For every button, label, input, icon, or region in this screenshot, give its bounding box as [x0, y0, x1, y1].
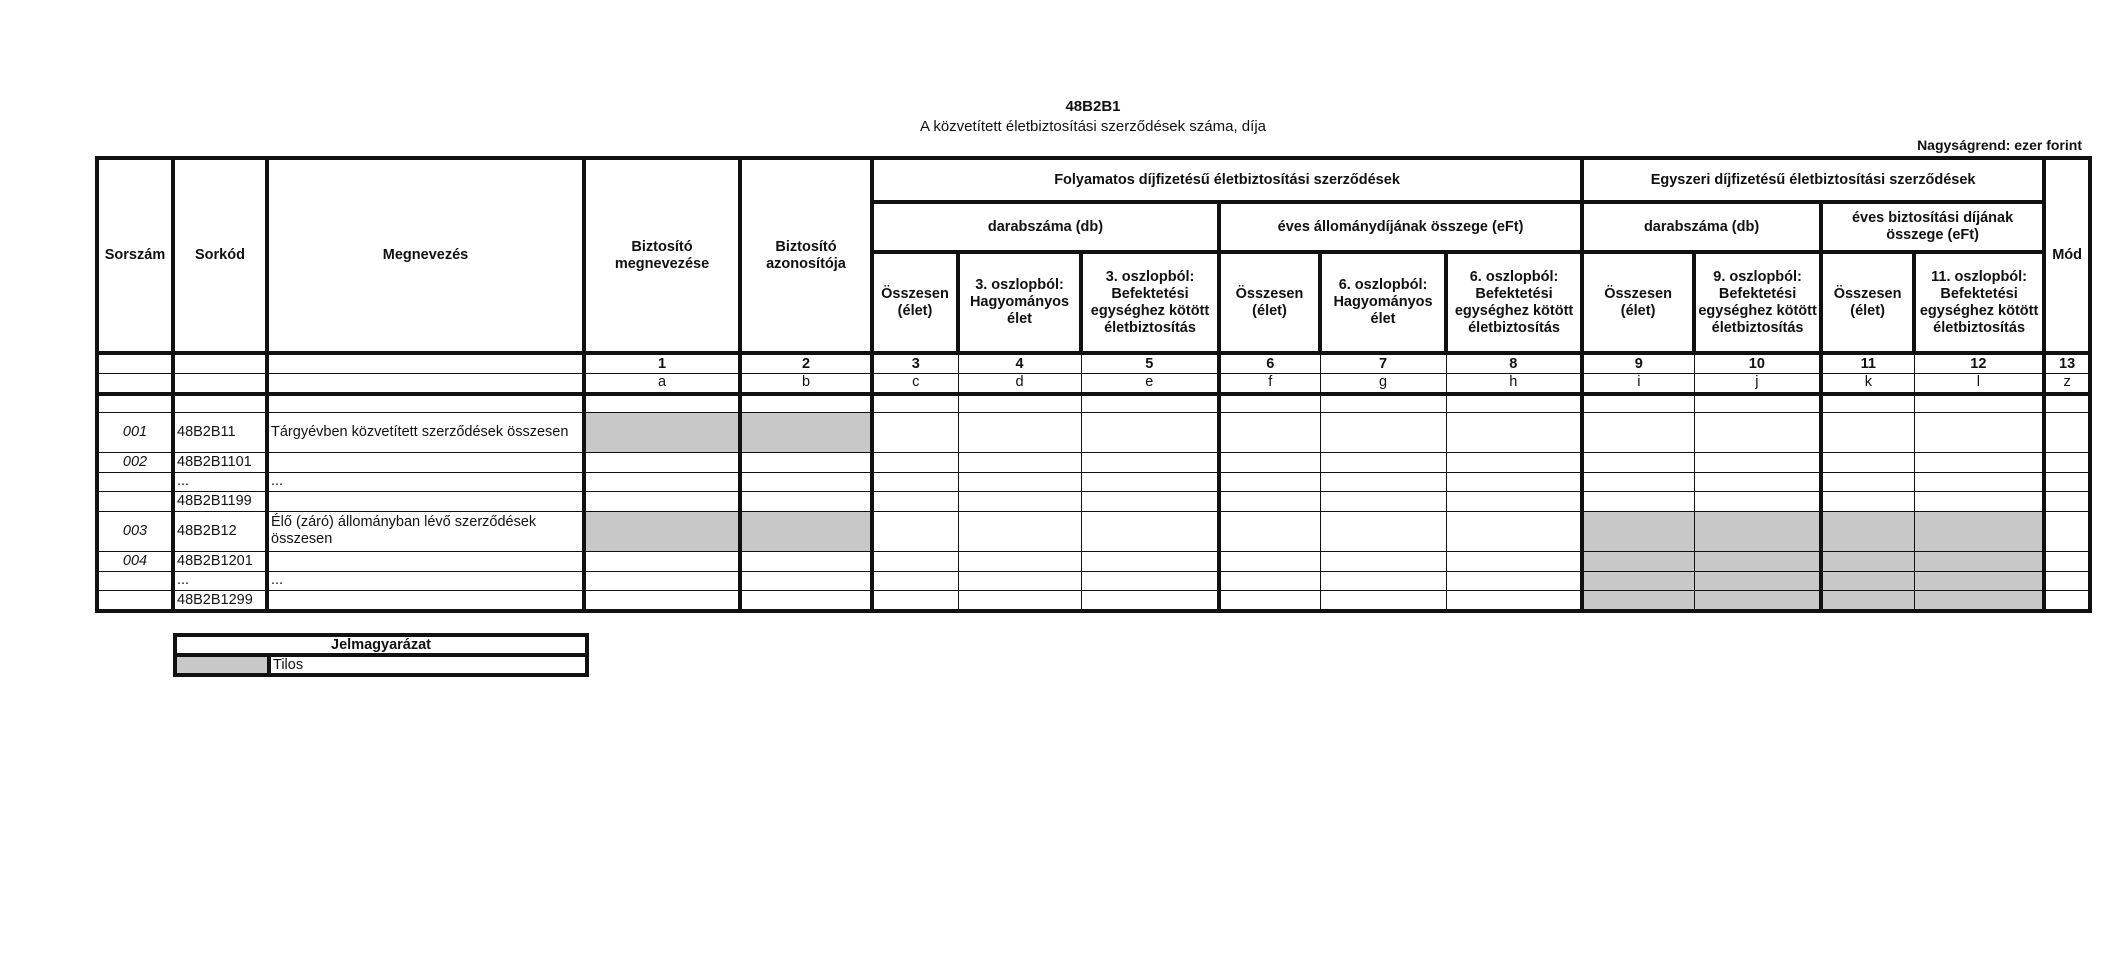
data-cell[interactable] — [1582, 472, 1694, 492]
column-number: 10 — [1694, 353, 1821, 373]
spacer-cell — [1320, 394, 1446, 413]
column-letter: j — [1694, 373, 1821, 393]
legend-item-label: Tilos — [269, 655, 587, 675]
header-sorkod: Sorkód — [173, 158, 267, 353]
data-cell[interactable] — [584, 472, 740, 492]
forbidden-cell — [1821, 552, 1914, 572]
header-col-12: 11. oszlopból: Befektetési egységhez kötött életbiztosítás — [1914, 252, 2044, 353]
forbidden-cell — [740, 511, 872, 551]
data-cell[interactable] — [1582, 492, 1694, 512]
data-cell[interactable] — [1320, 571, 1446, 591]
data-cell[interactable] — [872, 492, 958, 512]
row-sorkod: 48B2B1101 — [173, 452, 267, 472]
forbidden-cell — [584, 511, 740, 551]
data-cell[interactable] — [584, 492, 740, 512]
row-sorszam: 002 — [97, 452, 173, 472]
data-cell[interactable] — [740, 472, 872, 492]
data-cell[interactable] — [1219, 412, 1320, 452]
column-letter: k — [1821, 373, 1914, 393]
column-number: 11 — [1821, 353, 1914, 373]
data-cell[interactable] — [2044, 472, 2090, 492]
header-eves-allomanydij: éves állománydíjának összege (eFt) — [1219, 202, 1582, 252]
column-number: 9 — [1582, 353, 1694, 373]
row-megnevezes: Élő (záró) állományban lévő szerződések összesen — [267, 511, 584, 551]
data-cell[interactable] — [2044, 452, 2090, 472]
row-sorszam: 001 — [97, 412, 173, 452]
header-darabszama-folyamatos: darabszáma (db) — [872, 202, 1219, 252]
data-cell[interactable] — [1081, 552, 1219, 572]
data-cell[interactable] — [740, 492, 872, 512]
forbidden-cell — [1914, 511, 2044, 551]
data-cell[interactable] — [1219, 591, 1320, 611]
column-letter: b — [740, 373, 872, 393]
data-cell[interactable] — [1219, 511, 1320, 551]
spacer-cell — [958, 394, 1081, 413]
header-col-3: Összesen (élet) — [872, 252, 958, 353]
data-cell[interactable] — [2044, 412, 2090, 452]
data-cell[interactable] — [1320, 552, 1446, 572]
row-megnevezes — [267, 492, 584, 512]
data-cell[interactable] — [1081, 452, 1219, 472]
spacer-cell — [584, 394, 740, 413]
data-cell[interactable] — [2044, 571, 2090, 591]
forbidden-cell — [1821, 511, 1914, 551]
header-biztosito-azonositoja: Biztosító azonosítója — [740, 158, 872, 353]
column-letter: f — [1219, 373, 1320, 393]
header-sorszam: Sorszám — [97, 158, 173, 353]
unit-note: Nagyságrend: ezer forint — [1917, 137, 2082, 153]
spacer-cell — [1219, 394, 1320, 413]
data-cell[interactable] — [1821, 452, 1914, 472]
forbidden-cell — [584, 412, 740, 452]
column-number: 7 — [1320, 353, 1446, 373]
header-group-egyszeri: Egyszeri díjfizetésű életbiztosítási szerződések — [1582, 158, 2044, 202]
data-cell[interactable] — [1914, 492, 2044, 512]
data-cell[interactable] — [1081, 591, 1219, 611]
forbidden-cell — [1821, 571, 1914, 591]
column-number: 13 — [2044, 353, 2090, 373]
legend-title: Jelmagyarázat — [175, 635, 587, 655]
letter-cell-blank — [173, 373, 267, 393]
data-cell[interactable] — [1446, 552, 1582, 572]
number-cell-blank — [97, 353, 173, 373]
column-number: 12 — [1914, 353, 2044, 373]
data-cell[interactable] — [740, 591, 872, 611]
column-number: 1 — [584, 353, 740, 373]
header-col-6: Összesen (élet) — [1219, 252, 1320, 353]
row-megnevezes: ... — [267, 472, 584, 492]
row-sorkod: ... — [173, 571, 267, 591]
data-cell[interactable] — [1081, 412, 1219, 452]
forbidden-cell — [1694, 552, 1821, 572]
main-table — [95, 156, 2092, 613]
row-megnevezes: ... — [267, 571, 584, 591]
column-letter: l — [1914, 373, 2044, 393]
data-cell[interactable] — [1219, 552, 1320, 572]
forbidden-cell — [1582, 571, 1694, 591]
data-cell[interactable] — [1219, 452, 1320, 472]
header-biztosito-megnevezese: Biztosító megnevezése — [584, 158, 740, 353]
data-cell[interactable] — [1446, 591, 1582, 611]
data-cell[interactable] — [872, 452, 958, 472]
data-cell[interactable] — [958, 571, 1081, 591]
row-sorszam: 003 — [97, 511, 173, 551]
row-sorszam — [97, 492, 173, 512]
spacer-cell — [1582, 394, 1694, 413]
data-cell[interactable] — [958, 492, 1081, 512]
header-mod: Mód — [2044, 158, 2090, 353]
data-cell[interactable] — [1914, 412, 2044, 452]
spacer-cell — [1914, 394, 2044, 413]
legend-swatch — [175, 655, 269, 675]
header-col-4: 3. oszlopból: Hagyományos élet — [958, 252, 1081, 353]
forbidden-cell — [1914, 591, 2044, 611]
data-cell[interactable] — [958, 591, 1081, 611]
data-cell[interactable] — [1446, 571, 1582, 591]
data-cell[interactable] — [584, 452, 740, 472]
row-megnevezes — [267, 591, 584, 611]
column-letter: e — [1081, 373, 1219, 393]
letter-cell-blank — [97, 373, 173, 393]
column-number: 5 — [1081, 353, 1219, 373]
data-cell[interactable] — [584, 571, 740, 591]
row-sorkod: 48B2B1201 — [173, 552, 267, 572]
header-col-10: 9. oszlopból: Befektetési egységhez kötött életbiztosítás — [1694, 252, 1821, 353]
data-cell[interactable] — [1694, 452, 1821, 472]
data-cell[interactable] — [872, 552, 958, 572]
row-sorkod: 48B2B11 — [173, 412, 267, 452]
column-number: 6 — [1219, 353, 1320, 373]
row-sorkod: 48B2B1199 — [173, 492, 267, 512]
row-megnevezes: Tárgyévben közvetített szerződések összesen — [267, 412, 584, 452]
legend-table — [173, 633, 589, 677]
data-cell[interactable] — [2044, 591, 2090, 611]
forbidden-cell — [1694, 591, 1821, 611]
data-cell[interactable] — [1694, 412, 1821, 452]
row-sorszam — [97, 571, 173, 591]
column-number: 4 — [958, 353, 1081, 373]
data-cell[interactable] — [958, 472, 1081, 492]
data-cell[interactable] — [1320, 452, 1446, 472]
spacer-cell — [740, 394, 872, 413]
data-cell[interactable] — [1694, 492, 1821, 512]
data-cell[interactable] — [2044, 492, 2090, 512]
data-cell[interactable] — [1914, 452, 2044, 472]
header-col-7: 6. oszlopból: Hagyományos élet — [1320, 252, 1446, 353]
data-cell[interactable] — [1446, 511, 1582, 551]
spacer-cell — [1081, 394, 1219, 413]
column-number: 3 — [872, 353, 958, 373]
data-cell[interactable] — [1446, 492, 1582, 512]
data-cell[interactable] — [1694, 472, 1821, 492]
row-sorkod: 48B2B1299 — [173, 591, 267, 611]
column-letter: i — [1582, 373, 1694, 393]
data-cell[interactable] — [1821, 472, 1914, 492]
column-number: 8 — [1446, 353, 1582, 373]
data-cell[interactable] — [1081, 492, 1219, 512]
number-cell-blank — [173, 353, 267, 373]
data-cell[interactable] — [1219, 571, 1320, 591]
data-cell[interactable] — [740, 571, 872, 591]
header-megnevezes: Megnevezés — [267, 158, 584, 353]
letter-cell-blank — [267, 373, 584, 393]
row-sorkod: ... — [173, 472, 267, 492]
data-cell[interactable] — [958, 552, 1081, 572]
data-cell[interactable] — [1821, 492, 1914, 512]
row-sorkod: 48B2B12 — [173, 511, 267, 551]
data-cell[interactable] — [1914, 472, 2044, 492]
row-sorszam: 004 — [97, 552, 173, 572]
form-code: 48B2B1 — [1065, 98, 1121, 115]
forbidden-cell — [740, 412, 872, 452]
forbidden-cell — [1694, 511, 1821, 551]
forbidden-cell — [1694, 571, 1821, 591]
data-cell[interactable] — [1446, 472, 1582, 492]
data-cell[interactable] — [958, 511, 1081, 551]
data-cell[interactable] — [1081, 571, 1219, 591]
data-cell[interactable] — [2044, 511, 2090, 551]
spacer-cell — [173, 394, 267, 413]
row-sorszam — [97, 472, 173, 492]
data-cell[interactable] — [1446, 452, 1582, 472]
spacer-cell — [872, 394, 958, 413]
data-cell[interactable] — [1320, 412, 1446, 452]
column-letter: d — [958, 373, 1081, 393]
number-cell-blank — [267, 353, 584, 373]
data-cell[interactable] — [1582, 452, 1694, 472]
form-title: A közvetített életbiztosítási szerződések száma, díja — [920, 118, 1266, 135]
data-cell[interactable] — [1320, 511, 1446, 551]
forbidden-cell — [1914, 552, 2044, 572]
data-cell[interactable] — [872, 511, 958, 551]
spacer-cell — [1694, 394, 1821, 413]
spacer-cell — [1821, 394, 1914, 413]
data-cell[interactable] — [1219, 472, 1320, 492]
data-cell[interactable] — [1446, 412, 1582, 452]
data-cell[interactable] — [958, 412, 1081, 452]
spacer-cell — [1446, 394, 1582, 413]
data-cell[interactable] — [1582, 412, 1694, 452]
forbidden-cell — [1821, 591, 1914, 611]
row-megnevezes — [267, 552, 584, 572]
data-cell[interactable] — [958, 452, 1081, 472]
header-eves-biztositasi-dij: éves biztosítási díjának összege (eFt) — [1821, 202, 2044, 252]
header-group-folyamatos: Folyamatos díjfizetésű életbiztosítási szerződések — [872, 158, 1582, 202]
data-cell[interactable] — [1320, 591, 1446, 611]
data-cell[interactable] — [1320, 472, 1446, 492]
column-letter: c — [872, 373, 958, 393]
column-number: 2 — [740, 353, 872, 373]
forbidden-cell — [1582, 591, 1694, 611]
column-letter: g — [1320, 373, 1446, 393]
header-darabszama-egyszeri: darabszáma (db) — [1582, 202, 1821, 252]
data-cell[interactable] — [1081, 472, 1219, 492]
data-cell[interactable] — [1219, 492, 1320, 512]
data-cell[interactable] — [584, 591, 740, 611]
data-cell[interactable] — [2044, 552, 2090, 572]
forbidden-cell — [1582, 552, 1694, 572]
forbidden-cell — [1582, 511, 1694, 551]
data-cell[interactable] — [1821, 412, 1914, 452]
row-megnevezes — [267, 452, 584, 472]
data-cell[interactable] — [1320, 492, 1446, 512]
data-cell[interactable] — [872, 571, 958, 591]
header-col-9: Összesen (élet) — [1582, 252, 1694, 353]
header-col-8: 6. oszlopból: Befektetési egységhez kötött életbiztosítás — [1446, 252, 1582, 353]
spacer-cell — [267, 394, 584, 413]
spacer-cell — [97, 394, 173, 413]
column-letter: a — [584, 373, 740, 393]
header-col-11: Összesen (élet) — [1821, 252, 1914, 353]
forbidden-cell — [1914, 571, 2044, 591]
data-cell[interactable] — [740, 552, 872, 572]
data-cell[interactable] — [740, 452, 872, 472]
row-sorszam — [97, 591, 173, 611]
data-cell[interactable] — [584, 552, 740, 572]
spacer-cell — [2044, 394, 2090, 413]
header-col-5: 3. oszlopból: Befektetési egységhez kötött életbiztosítás — [1081, 252, 1219, 353]
column-letter: h — [1446, 373, 1582, 393]
data-cell[interactable] — [872, 412, 958, 452]
column-letter: z — [2044, 373, 2090, 393]
data-cell[interactable] — [872, 591, 958, 611]
data-cell[interactable] — [872, 472, 958, 492]
data-cell[interactable] — [1081, 511, 1219, 551]
